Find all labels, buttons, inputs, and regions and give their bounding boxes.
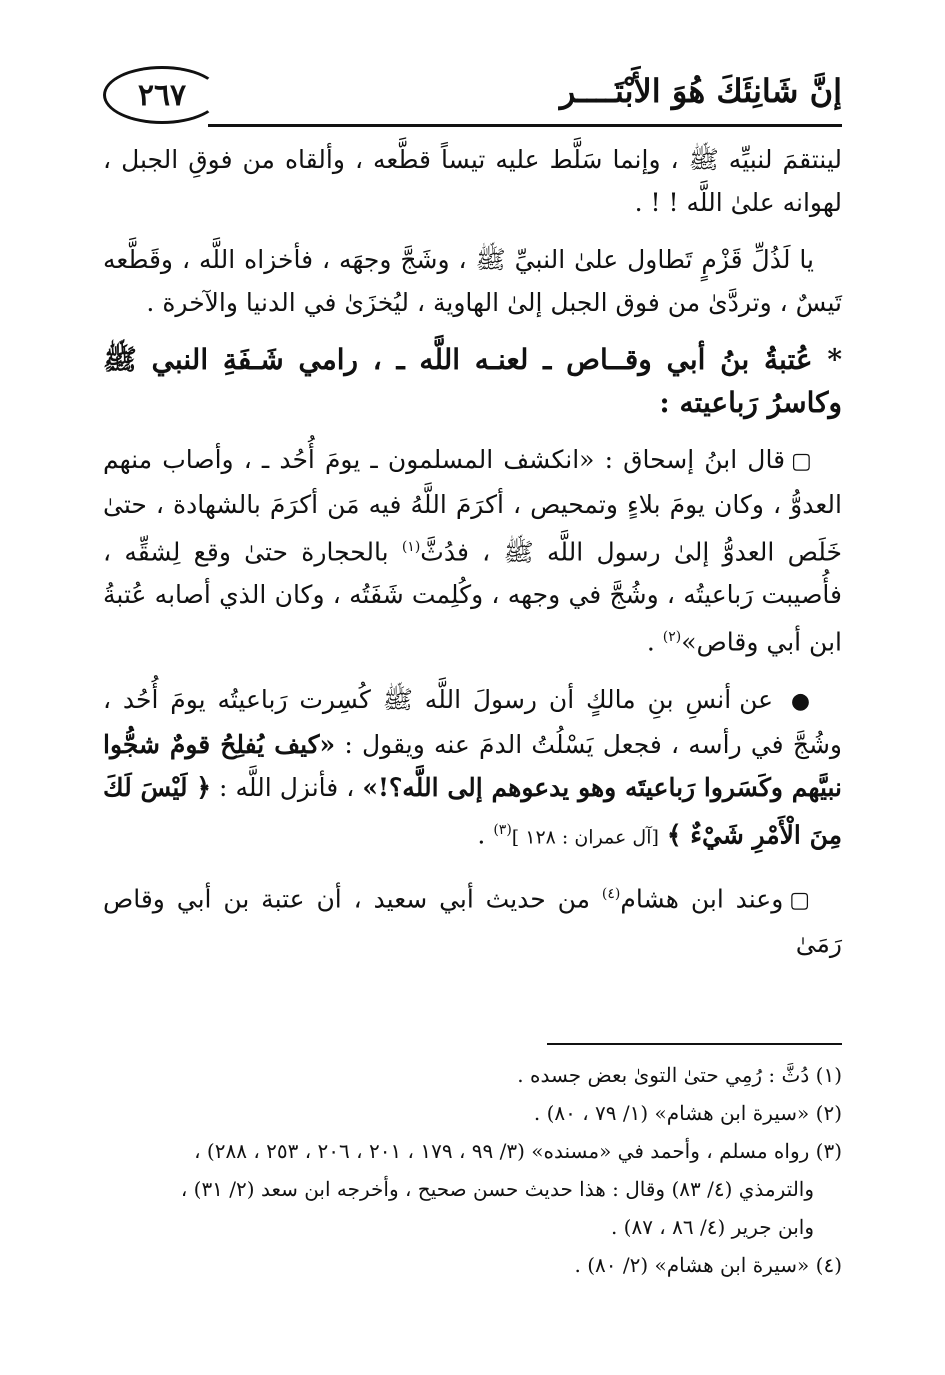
quran-verse: ﴿ لَيْسَ لَكَ مِنَ الْأَمْرِ شَيْءٌ ﴾: [103, 772, 842, 849]
page-header: [103, 62, 842, 132]
footnote: (١) دُثَّ : رُمِي حتىٰ التوىٰ بعض جسده .: [517, 1063, 842, 1087]
footnote: (٤) «سيرة ابن هشام» (٢/ ٨٠) .: [574, 1253, 842, 1277]
section-heading: [103, 338, 842, 424]
footnote: (٣) رواه مسلم ، وأحمد في «مسنده» (٣/ ٩٩ ، ١٧٩ ، ٢٠١ ، ٢٠٦ ، ٢٥٣ ، ٢٨٨) ،: [194, 1139, 842, 1163]
paragraph: لينتقمَ لنبيِّه ﷺ ، وإنما سَلَّط عليه تيساً قطَّعه ، وألقاه من فوقِ الجبل ، لهوانه علىٰ اللَّه ! ! .: [103, 145, 842, 217]
main-text: [103, 138, 842, 965]
square-marker-icon: ▢: [791, 449, 814, 474]
footnote-ref: (٤): [601, 885, 621, 902]
footnote-rule: [547, 1043, 842, 1045]
footnote: (٢) «سيرة ابن هشام» (١/ ٧٩ ، ٨٠) .: [533, 1101, 842, 1125]
paragraph: ▢قال ابنُ إسحاق : «انكشف المسلمون ـ يومَ أُحُد ـ ، وأصاب منهم العدوُّ ، وكان يومَ بلاءٍ وتمحيص ، أكرَمَ اللَّهُ فيه مَن أكرَمَ بالشهادة ، حتىٰ خَلَص العدوُّ إلىٰ رسول اللَّه ﷺ ، فدُثَّ$^{(١)}$ بالحجارة حتىٰ وقع لِشقِّه ، فأُصيبت رَباعيتُه ، وشُجَّ في وجهه ، وكُلِمت شَفَتُه ، وكان الذي أصابه عُتبةُ ابن أبي وقاص»$^{(٢)}$ .: [103, 445, 842, 657]
asterisk-marker: *: [827, 343, 842, 376]
footnote-continuation: وابن جرير (٤/ ٨٦ ، ٨٧) .: [610, 1215, 814, 1239]
header-rule: [208, 124, 842, 127]
running-title: إنَّ شَانِئَكَ هُوَ الأَبْتَــــر: [559, 72, 842, 110]
footnote-ref: (١): [401, 539, 421, 555]
footnote-continuation: والترمذي (٤/ ٨٣) وقال : هذا حديث حسن صحيح ، وأخرجه ابن سعد (٢/ ٣١) ،: [180, 1177, 814, 1201]
heading-text: عُتبةُ بنُ أبي وقــاص ـ لعنـه اللَّه ـ ، رامي شَـفَةِ النبي ﷺ وكاسرُ رَباعيته :: [103, 343, 842, 419]
paragraph: ● عن أنسِ بنِ مالكٍ أن رسولَ اللَّه ﷺ كُسِرت رَباعيتُه يومَ أُحُد ، وشُجَّ في رأسه ، فجعل يَسْلُتُ الدمَ عنه ويقول : «كيف يُفلِحُ قومٌ شجُّوا نبيَّهم وكَسَروا رَباعيتَه وهو يدعوهم إلى اللَّه؟!» ، فأنزل اللَّه : ﴿ لَيْسَ لَكَ مِنَ الْأَمْرِ شَيْءٌ ﴾ [آل عمران : ١٢٨ ]$^{(٣)}$ .: [103, 684, 843, 849]
page-number: ٢٦٧: [103, 66, 221, 124]
hadith-quote: «كيف يُفلِحُ قومٌ شجُّوا نبيَّهم وكَسَروا رَباعيتَه وهو يدعوهم إلى اللَّه؟!»: [103, 729, 842, 802]
paragraph: ▢وعند ابن هشام$^{(٤)}$ من حديث أبي سعيد ، أن عتبة بن أبي وقاص رَمَىٰ: [103, 884, 842, 959]
verse-citation: [آل عمران : ١٢٨ ]: [511, 825, 659, 848]
footnote-ref: (٢): [662, 629, 682, 646]
footnotes: [103, 1056, 842, 1284]
square-marker-icon: ▢: [789, 888, 814, 914]
footnote-ref: (٣): [493, 821, 512, 838]
bullet-marker-icon: ●: [790, 688, 815, 714]
paragraph: يا لَذُلِّ قَزْمٍ تَطاول علىٰ النبيِّ ﷺ ، وشَجَّ وجهَه ، فأخزاه اللَّه ، وقَطَّعه تَيسٌ ، وتردَّىٰ من فوق الجبل إلىٰ الهاوية ، ليُخزَىٰ في الدنيا والآخرة .: [103, 245, 842, 317]
